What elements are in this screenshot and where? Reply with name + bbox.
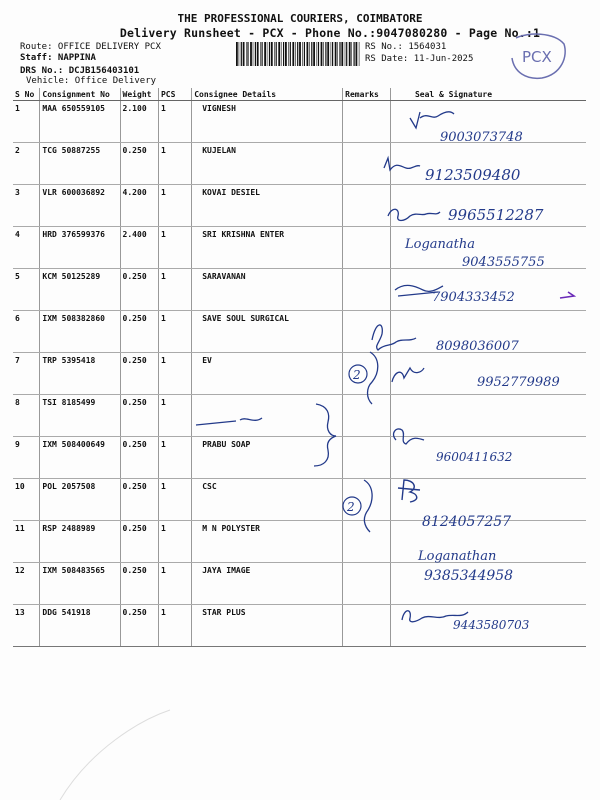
cell-signature (390, 437, 586, 479)
cell-remarks (343, 395, 391, 437)
cell-signature (390, 479, 586, 521)
col-sno: S No (13, 88, 40, 101)
cell-signature (390, 353, 586, 395)
handwritten-phone-7: 9952779989 (477, 375, 560, 390)
cell-consignee: VIGNESH (192, 101, 343, 143)
table-row (13, 437, 586, 479)
cell-signature (390, 605, 586, 647)
handwritten-phone-4: 9043555755 (462, 255, 545, 270)
report-title: THE PROFESSIONAL COURIERS, COIMBATORE (177, 12, 423, 25)
remark-count-b: 2 (347, 500, 355, 514)
handwritten-phone-5: 7904333452 (432, 290, 515, 305)
cell-consignee: EV (192, 353, 343, 395)
cell-signature (390, 143, 586, 185)
table-row (13, 143, 586, 185)
cell-sno: 4 (13, 227, 40, 269)
cell-consignee: SRI KRISHNA ENTER (192, 227, 343, 269)
table-row (13, 563, 586, 605)
cell-consignee: SAVE SOUL SURGICAL (192, 311, 343, 353)
handwritten-name-12: Loganathan (418, 549, 497, 564)
cell-weight: 0.250 (120, 521, 158, 563)
cell-weight: 0.250 (120, 311, 158, 353)
cell-sno: 10 (13, 479, 40, 521)
cell-pcs: 1 (158, 605, 191, 647)
cell-pcs: 1 (158, 269, 191, 311)
handwritten-phone-11: 8124057257 (422, 514, 512, 530)
cell-sno: 6 (13, 311, 40, 353)
staff-label: Staff: NAPPINA (20, 53, 96, 63)
col-remarks: Remarks (343, 88, 391, 101)
cell-signature (390, 311, 586, 353)
cell-weight: 0.250 (120, 479, 158, 521)
remark-count-a: 2 (353, 368, 361, 382)
table-row (13, 101, 586, 143)
handwritten-phone-2: 9123509480 (425, 166, 521, 184)
handwritten-phone-13: 9443580703 (453, 618, 530, 632)
table-row (13, 605, 586, 647)
table-row (13, 185, 586, 227)
cell-sno: 8 (13, 395, 40, 437)
cell-consignment: HRD 376599376 (40, 227, 120, 269)
runsheet-table (13, 88, 586, 647)
table-row (13, 479, 586, 521)
drs-number: DRS No.: DCJB156403101 (20, 66, 140, 76)
handwritten-name-4: Loganatha (405, 237, 476, 252)
cell-remarks (343, 605, 391, 647)
cell-consignment: KCM 50125289 (40, 269, 120, 311)
cell-remarks (343, 479, 391, 521)
cell-sno: 2 (13, 143, 40, 185)
vehicle-label: Vehicle: Office Delivery (26, 76, 157, 86)
cell-sno: 5 (13, 269, 40, 311)
cell-signature (390, 227, 586, 269)
cell-sno: 12 (13, 563, 40, 605)
cell-weight: 0.250 (120, 269, 158, 311)
handwritten-phone-6: 8098036007 (436, 339, 519, 354)
cell-sno: 7 (13, 353, 40, 395)
cell-consignee: KOVAI DESIEL (192, 185, 343, 227)
cell-weight: 0.250 (120, 605, 158, 647)
col-consignee: Consignee Details (192, 88, 343, 101)
cell-remarks (343, 521, 391, 563)
cell-weight: 0.250 (120, 395, 158, 437)
cell-consignment: IXM 508483565 (40, 563, 120, 605)
rs-number: RS No.: 1564031 (365, 42, 447, 52)
handwritten-phone-1: 9003073748 (440, 130, 523, 145)
cell-consignment: TSI 8185499 (40, 395, 120, 437)
cell-consignee: KUJELAN (192, 143, 343, 185)
table-header-row (13, 88, 586, 101)
cell-pcs: 1 (158, 563, 191, 605)
table-row (13, 311, 586, 353)
table-row (13, 353, 586, 395)
cell-signature (390, 521, 586, 563)
route-label: Route: OFFICE DELIVERY PCX (20, 42, 161, 52)
col-weight: Weight (120, 88, 158, 101)
cell-consignment: TCG 50887255 (40, 143, 120, 185)
cell-remarks (343, 437, 391, 479)
cell-consignee: CSC (192, 479, 343, 521)
col-consignment: Consignment No (40, 88, 120, 101)
col-signature: Seal & Signature (390, 88, 586, 101)
cell-pcs: 1 (158, 311, 191, 353)
cell-remarks (343, 227, 391, 269)
cell-weight: 0.250 (120, 437, 158, 479)
cell-consignee: M N POLYSTER (192, 521, 343, 563)
cell-remarks (343, 143, 391, 185)
cell-consignment: DDG 541918 (40, 605, 120, 647)
barcode (236, 42, 362, 66)
cell-consignment: POL 2057508 (40, 479, 120, 521)
cell-pcs: 1 (158, 437, 191, 479)
cell-sno: 9 (13, 437, 40, 479)
table-row (13, 521, 586, 563)
cell-signature (390, 185, 586, 227)
table-row (13, 395, 586, 437)
cell-remarks (343, 311, 391, 353)
cell-remarks (343, 101, 391, 143)
cell-pcs: 1 (158, 185, 191, 227)
cell-signature (390, 395, 586, 437)
cell-weight: 2.400 (120, 227, 158, 269)
paper-fold (60, 710, 170, 800)
cell-consignment: TRP 5395418 (40, 353, 120, 395)
cell-sno: 1 (13, 101, 40, 143)
rs-date: RS Date: 11-Jun-2025 (365, 54, 474, 64)
cell-pcs: 1 (158, 227, 191, 269)
cell-consignee: STAR PLUS (192, 605, 343, 647)
office-stamp (508, 30, 568, 82)
cell-weight: 0.250 (120, 143, 158, 185)
cell-signature (390, 563, 586, 605)
col-pcs: PCS (158, 88, 191, 101)
table-row (13, 227, 586, 269)
cell-sno: 13 (13, 605, 40, 647)
cell-pcs: 1 (158, 143, 191, 185)
cell-pcs: 1 (158, 521, 191, 563)
cell-consignment: RSP 2488989 (40, 521, 120, 563)
cell-sno: 11 (13, 521, 40, 563)
cell-consignment: IXM 508382860 (40, 311, 120, 353)
cell-remarks (343, 353, 391, 395)
cell-weight: 0.250 (120, 353, 158, 395)
cell-remarks (343, 269, 391, 311)
cell-weight: 4.200 (120, 185, 158, 227)
cell-consignment: MAA 650559105 (40, 101, 120, 143)
cell-pcs: 1 (158, 479, 191, 521)
table-row (13, 269, 586, 311)
cell-pcs: 1 (158, 101, 191, 143)
handwritten-phone-12: 9385344958 (424, 568, 514, 584)
handwritten-phone-9: 9600411632 (436, 450, 513, 464)
handwritten-phone-3: 9965512287 (448, 206, 544, 224)
cell-weight: 0.250 (120, 563, 158, 605)
cell-consignment: IXM 508400649 (40, 437, 120, 479)
cell-remarks (343, 563, 391, 605)
cell-consignee: SARAVANAN (192, 269, 343, 311)
cell-consignee: JAYA IMAGE (192, 563, 343, 605)
cell-consignment: VLR 600036892 (40, 185, 120, 227)
cell-pcs: 1 (158, 353, 191, 395)
report-subtitle: Delivery Runsheet - PCX - Phone No.:9047080280 - Page No.:1 (119, 26, 541, 40)
cell-consignee (192, 395, 343, 437)
cell-weight: 2.100 (120, 101, 158, 143)
cell-signature (390, 269, 586, 311)
cell-pcs: 1 (158, 395, 191, 437)
cell-sno: 3 (13, 185, 40, 227)
stamp-text: PCX (522, 48, 552, 66)
cell-remarks (343, 185, 391, 227)
cell-signature (390, 101, 586, 143)
cell-consignee: PRABU SOAP (192, 437, 343, 479)
